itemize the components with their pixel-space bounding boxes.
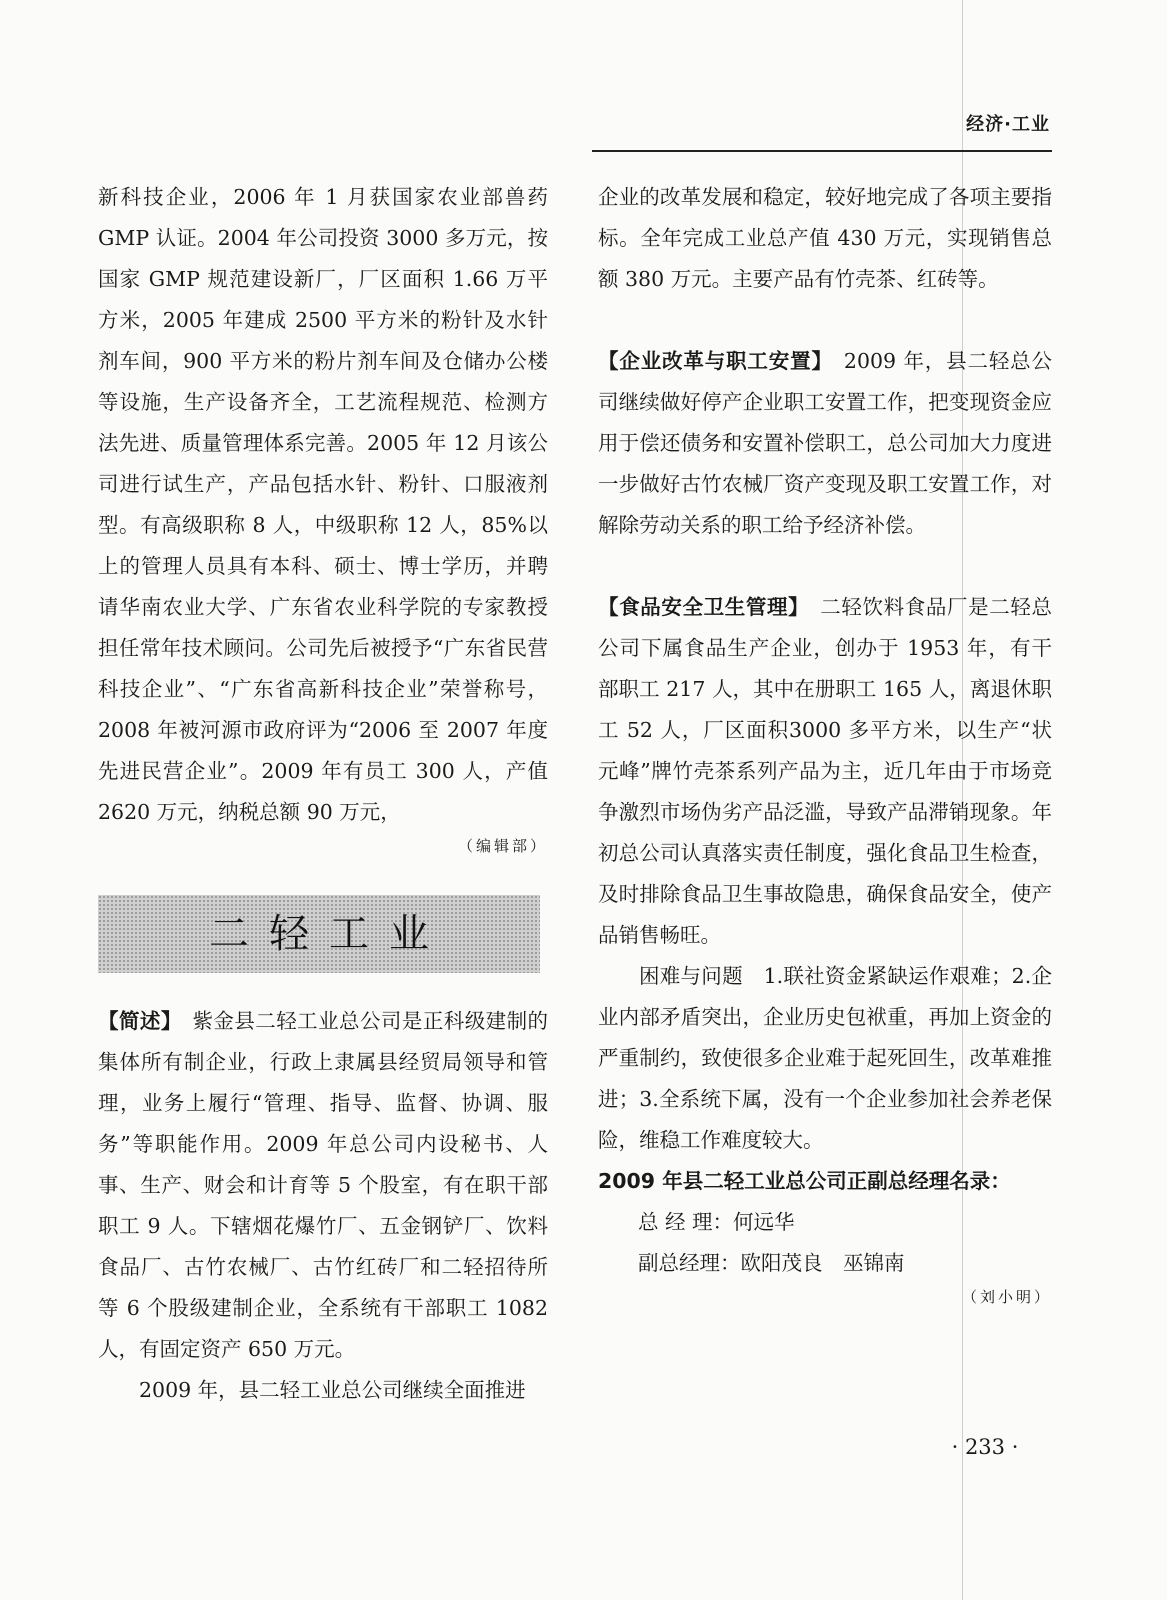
deputy-managers-line: 副总经理：欧阳茂良 巫锦南: [638, 1251, 905, 1275]
section-title-band: [98, 895, 540, 973]
difficulty-text: 1.联社资金紧缺运作艰难；2.企业内部矛盾突出，企业历史包袱重，再加上资金的严重制约，致使很多企业难于起死回生，改革难推进；3.全系统下属，没有一个企业参加社会养老保险，维稳工作难度较大。: [598, 964, 1053, 1152]
food-safety-text: 二轻饮料食品厂是二轻总公司下属食品生产企业，创办于 1953 年，有干部职工 217 人，其中在册职工 165 人，离退休职工 52 人，厂区面积3000 多平方米，以生产“状元峰”牌竹壳茶系列产品为主，近几年由于市场竞争激烈市场伪劣产品泛滥，导致产品滞销现象。年初总公司认真落实责任制度，强化食品卫生检查，及时排除食品卫生事故隐患，确保食品安全，使产品销售畅旺。: [598, 595, 1053, 947]
reform-tag: 【企业改革与职工安置】: [598, 349, 823, 373]
food-safety-tag: 【食品安全卫生管理】: [598, 595, 800, 619]
page-number: · 233 ·: [951, 1435, 1019, 1459]
reform-text: 2009 年，县二轻总公司继续做好停产企业职工安置工作，把变现资金应用于偿还债务和安置补偿职工，总公司加大力度进一步做好古竹农械厂资产变现及职工安置工作，对解除劳动关系的职工给予经济补偿。: [598, 349, 1053, 537]
food-safety-paragraph: [598, 587, 1052, 956]
difficulty-paragraph: [598, 956, 1052, 1161]
right-column: [598, 177, 1052, 1310]
attribution-editorial: （编辑部）: [457, 837, 548, 855]
general-manager-line: 总 经 理：何远华: [638, 1210, 795, 1234]
overview-tag: 【简述】: [98, 1009, 172, 1033]
header-rule: [592, 150, 1052, 152]
paragraph-2009: 2009 年，县二轻工业总公司继续全面推进: [139, 1378, 526, 1402]
running-header: 经济·工业: [966, 114, 1050, 135]
difficulty-label: 困难与问题: [639, 964, 743, 988]
section-title: 二轻工业: [209, 910, 449, 957]
left-column: [98, 177, 548, 1411]
continued-paragraph-right: 企业的改革发展和稳定，较好地完成了各项主要指标。全年完成工业总产值 430 万元，实现销售总额 380 万元。主要产品有竹壳茶、红砖等。: [598, 185, 1052, 291]
managers-heading: 2009 年县二轻工业总公司正副总经理名录：: [598, 1169, 1011, 1193]
attribution-author: （刘小明）: [961, 1288, 1052, 1306]
continued-paragraph-left: 新科技企业，2006 年 1 月获国家农业部兽药 GMP 认证。2004 年公司投资 3000 多万元，按国家 GMP 规范建设新厂，厂区面积 1.66 万平方米，2005 年建成 2500 平方米的粉针及水针剂车间，900 平方米的粉片剂车间及仓储办公楼等设施，生产设备齐全，工艺流程规范、检测方法先进、质量管理体系完善。2005 年 12 月该公司进行试生产，产品包括水针、粉针、口服液剂型。有高级职称 8 人，中级职称 12 人，85%以上的管理人员具有本科、硕士、博士学历，并聘请华南农业大学、广东省农业科学院的专家教授担任常年技术顾问。公司先后被授予“广东省民营科技企业”、“广东省高新科技企业”荣誉称号，2008 年被河源市政府评为“2006 至 2007 年度先进民营企业”。2009 年有员工 300 人，产值2620 万元，纳税总额 90 万元，: [98, 185, 548, 824]
overview-text: 紫金县二轻工业总公司是正科级建制的集体所有制企业，行政上隶属县经贸局领导和管理，业务上履行“管理、指导、监督、协调、服务”等职能作用。2009 年总公司内设秘书、人事、生产、财会和计育等 5 个股室，有在职干部职工 9 人。下辖烟花爆竹厂、五金钢铲厂、饮料食品厂、古竹农械厂、古竹红砖厂和二轻招待所等 6 个股级建制企业，全系统有干部职工 1082 人，有固定资产 650 万元。: [98, 1009, 549, 1361]
reform-paragraph: [598, 341, 1052, 546]
overview-paragraph: [98, 1001, 548, 1370]
